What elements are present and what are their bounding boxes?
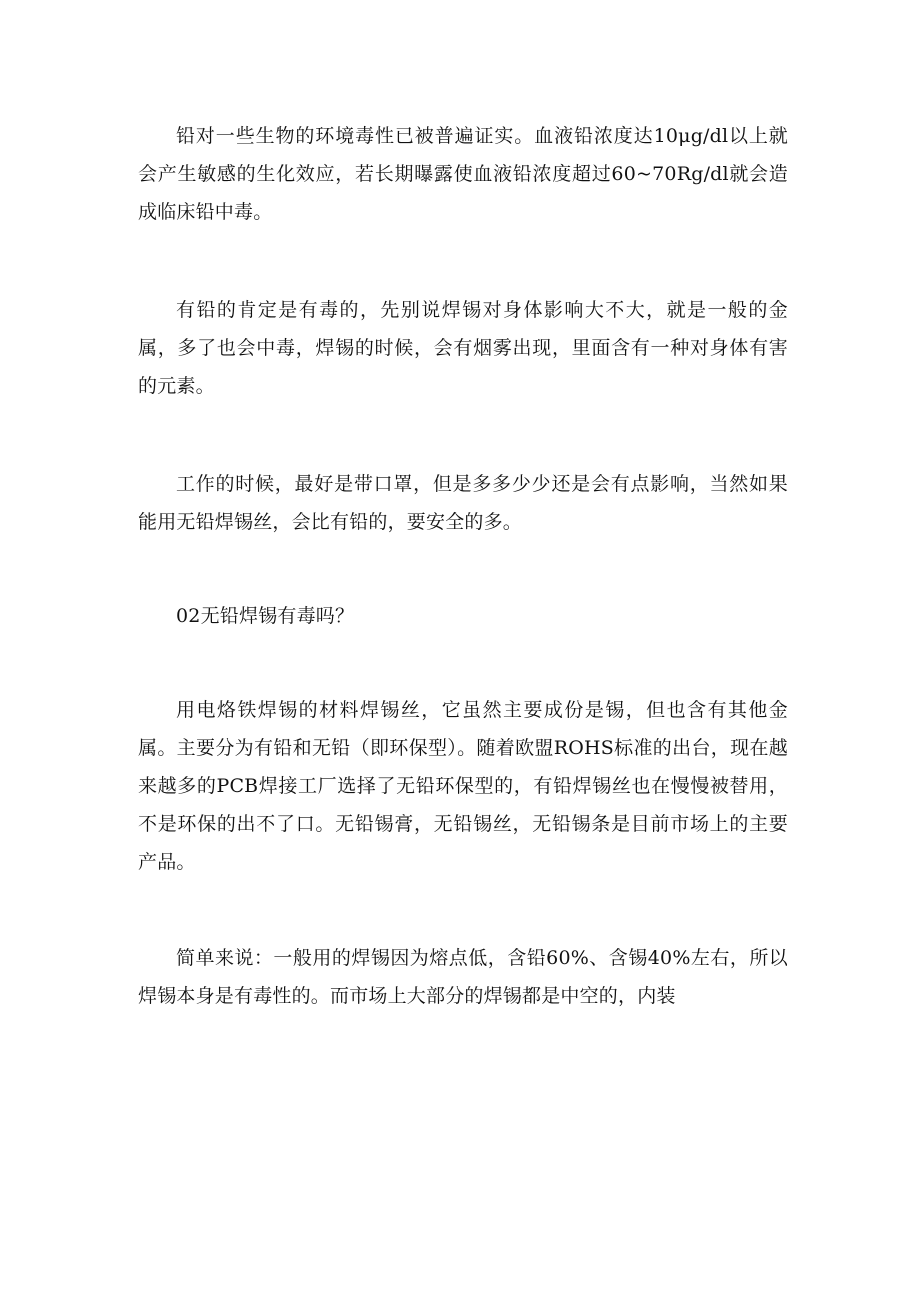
paragraph-leaded-solder-harm: 有铅的肯定是有毒的，先别说焊锡对身体影响大不大，就是一般的金属，多了也会中毒，焊锡的时候，会有烟雾出现，里面含有一种对身体有害的元素。 <box>138 299 788 397</box>
paragraph-lead-toxicity: 铅对一些生物的环境毒性已被普遍证实。血液铅浓度达10μg/dl以上就会产生敏感的生化效应，若长期曝露使血液铅浓度超过60~70Rg/dl就会造成临床铅中毒。 <box>138 125 788 223</box>
section-heading-lead-free: 02无铅焊锡有毒吗？ <box>176 605 355 627</box>
paragraph-solder-wire-types: 用电烙铁焊锡的材料焊锡丝，它虽然主要成份是锡，但也含有其他金属。主要分为有铅和无铅（即环保型）。随着欧盟ROHS标准的出台，现在越来越多的PCB焊接工厂选择了无铅环保型的，有铅焊锡丝也在慢慢被替用，不是环保的出不了口。无铅锡膏，无铅锡丝，无铅锡条是目前市场上的主要产品。 <box>138 699 788 873</box>
paragraph-solder-composition: 简单来说：一般用的焊锡因为熔点低，含铅60%、含锡40%左右，所以焊锡本身是有毒性的。而市场上大部分的焊锡都是中空的，内装 <box>138 947 788 1007</box>
document-page <box>138 117 788 1015</box>
paragraph-work-safety: 工作的时候，最好是带口罩，但是多多少少还是会有点影响，当然如果能用无铅焊锡丝，会比有铅的，要安全的多。 <box>138 473 788 533</box>
